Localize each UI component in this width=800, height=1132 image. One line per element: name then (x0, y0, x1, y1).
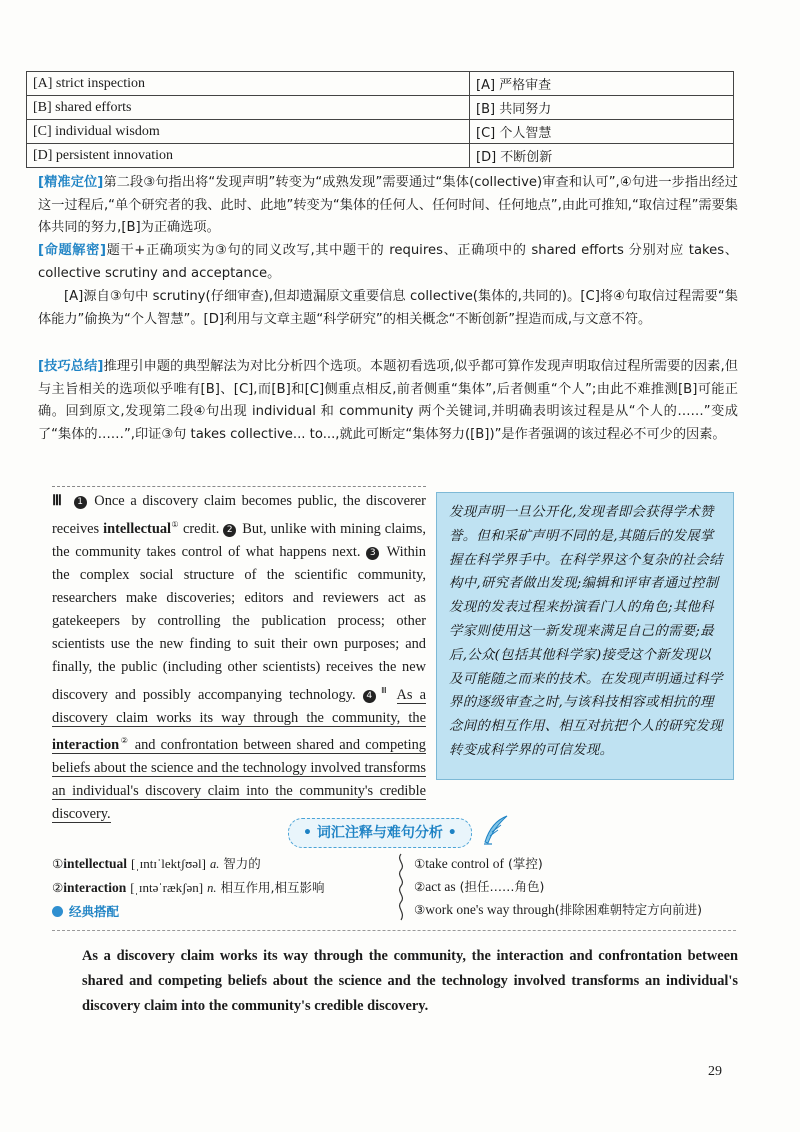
vocab-list (52, 852, 382, 923)
vocab-item-pos: n. (207, 881, 217, 895)
sentence-4-underlined (52, 687, 426, 824)
footnote-mark-1: ① (171, 520, 179, 529)
sentence-4b: and confrontation between shared and competing beliefs about the science and the technology involved transforms an individual's discovery claim into the community's credible discovery. (52, 737, 426, 823)
table-row (27, 144, 734, 168)
table-row (27, 72, 734, 96)
vocab-item-meaning: 相互作用,相互影响 (220, 880, 325, 895)
vocab-item-num: ② (52, 880, 64, 895)
difficult-sentence-mark: Ⅲ (377, 685, 391, 695)
option-d-en: [D] persistent innovation (27, 144, 470, 168)
vocab-word-interaction: interaction (52, 737, 120, 754)
option-c-zh: [C] 个人智慧 (470, 120, 734, 144)
decode-paragraph-2: [A]源自③句中 scrutiny(仔细审查),但却遗漏原文重要信息 collective(集体的,共同的)。[C]将④句取信过程需要“集体能力”偷换为“个人智慧”。[D]利用与文章主题“科学研究”的相关概念“不断创新”捏造而成,与文意不符。 (38, 289, 738, 327)
vocab-item-word: intellectual (63, 856, 127, 871)
vocab-item-pos: a. (209, 857, 220, 871)
vocab-item-meaning: 智力的 (223, 856, 261, 871)
phrase-zh: (排除困难朝特定方向前进) (554, 902, 703, 917)
option-b-zh: [B] 共同努力 (470, 96, 734, 120)
phrase-item (414, 875, 744, 898)
option-b-en: [B] shared efforts (27, 96, 470, 120)
skill-summary-tag: [技巧总结] (38, 359, 104, 374)
option-c-en: [C] individual wisdom (27, 120, 470, 144)
phrase-num: ③ (414, 902, 426, 917)
sentence-number-4: 4 (363, 690, 376, 703)
table-row (27, 120, 734, 144)
phrase-en: act as (425, 879, 456, 894)
squiggle-divider-icon (394, 852, 408, 922)
phrase-item (414, 898, 744, 921)
sentence-2: But, unlike with mining claims, the community takes control of what happens next. (52, 520, 426, 560)
precise-location-tag: [精准定位] (38, 175, 104, 190)
vocab-title: • 词汇注释与难句分析 • (288, 818, 472, 848)
bullet-dot-icon (52, 906, 63, 917)
classic-collocation-label: 经典搭配 (69, 904, 120, 919)
sentence-4a: As a discovery claim works its way through the community, the (52, 686, 426, 726)
section-divider (52, 930, 736, 931)
decode-text: 题干+正确项实为③句的同义改写,其中题干的 requires、正确项中的 shared efforts 分别对应 takes、collective scrutiny and acceptance。 (38, 243, 738, 281)
sentence-3: Within the complex social structure of the scientific community, researchers make discoveries; editors and reviewers act as gatekeepers by controlling the publication process; other scientists use the new finding to suit their own purposes; and finally, the public (including other scientists) receives the new discovery and possibly accompanying technology. (52, 543, 426, 703)
page-number: 29 (708, 1064, 722, 1079)
vocab-item-intellectual (52, 852, 382, 876)
classic-collocation-heading (52, 900, 382, 923)
phrase-num: ① (414, 856, 426, 871)
phrase-zh: (担任……角色) (459, 879, 545, 894)
phrase-zh: (掌控) (507, 856, 543, 871)
difficult-sentence: As a discovery claim works its way through the community, the interaction and confrontation between shared and competing beliefs about the science and the technology involved transforms an individual's discovery claim into the community's credible discovery. (82, 948, 738, 1014)
phrase-en: work one's way through (425, 902, 555, 917)
vocab-item-num: ① (52, 856, 64, 871)
phrase-item (414, 852, 744, 875)
vocab-item-pron: [ˌɪntɪˈlektʃʊəl] (130, 856, 206, 871)
skill-summary-text: 推理引申题的典型解法为对比分析四个选项。本题初看选项,似乎都可算作发现声明取信过程所需要的因素,但与主旨相关的选项似乎唯有[B]、[C],而[B]和[C]侧重点相反,前者侧重“集体”,后者侧重“个人”;由此不难推测[B]可能正确。回到原文,发现第二段④句出现 individual 和 community 两个关键词,并明确表明该过程是从“个人的……”变成了“集体的……”,印证③句 takes collective... to...,就此可断定“集体努力([B])”是作者强调的该过程必不可少的因素。 (38, 359, 738, 442)
options-table (26, 71, 734, 168)
table-row (27, 96, 734, 120)
decode-tag: [命题解密] (38, 243, 106, 258)
vocab-item-interaction (52, 876, 382, 900)
phrase-en: take control of (425, 856, 504, 871)
vocab-header (280, 818, 530, 848)
vocab-item-word: interaction (63, 880, 127, 895)
option-a-en: [A] strict inspection (27, 72, 470, 96)
phrase-list (414, 852, 744, 921)
sentence-number-1: 1 (74, 496, 87, 509)
skill-summary-paragraph (38, 356, 738, 446)
option-a-zh: [A] 严格审查 (470, 72, 734, 96)
passage-paragraph-3 (52, 490, 426, 826)
option-d-zh: [D] 不断创新 (470, 144, 734, 168)
phrase-num: ② (414, 879, 426, 894)
sentence-number-2: 2 (223, 524, 236, 537)
decode-paragraph (38, 240, 738, 285)
translation-box: 发现声明一旦公开化,发现者即会获得学术赞誉。但和采矿声明不同的是,其随后的发展掌握在科学界手中。在科学界这个复杂的社会结构中,研究者做出发现;编辑和评审者通过控制发现的发表过程来扮演看门人的角色;其他科学家则使用这一新发现来满足自己的需要;最后,公众(包括其他科学家)接受这个新发现以及可能随之而来的技术。在发现声明通过科学界的逐级审查之时,与该科技相容或相抗的理念间的相互作用、相互对抗把个人的研究发现转变成科学界的可信发现。 (436, 492, 734, 780)
vocab-item-pron: [ˌɪntəˈrækʃən] (130, 880, 204, 895)
paragraph-roman-numeral: Ⅲ (52, 493, 64, 509)
precise-location-paragraph (38, 172, 738, 240)
passage-divider (52, 486, 426, 489)
sentence-1a: Once a discovery claim becomes public, the discoverer receives (52, 493, 426, 537)
quill-pen-icon (480, 814, 510, 848)
vocab-word-intellectual: intellectual (103, 520, 172, 537)
precise-location-text: 第二段③句指出将“发现声明”转变为“成熟发现”需要通过“集体(collective)审查和认可”,④句进一步指出经过这一过程后,“单个研究者的我、此时、此地”转变为“集体的任何人、任何时间、任何地点”,由此可推知,“取信过程”需要集体共同的努力,[B]为正确选项。 (38, 175, 738, 235)
footnote-mark-2: ② (119, 736, 130, 746)
sentence-1b: credit. (182, 520, 220, 537)
sentence-number-3: 3 (366, 547, 379, 560)
